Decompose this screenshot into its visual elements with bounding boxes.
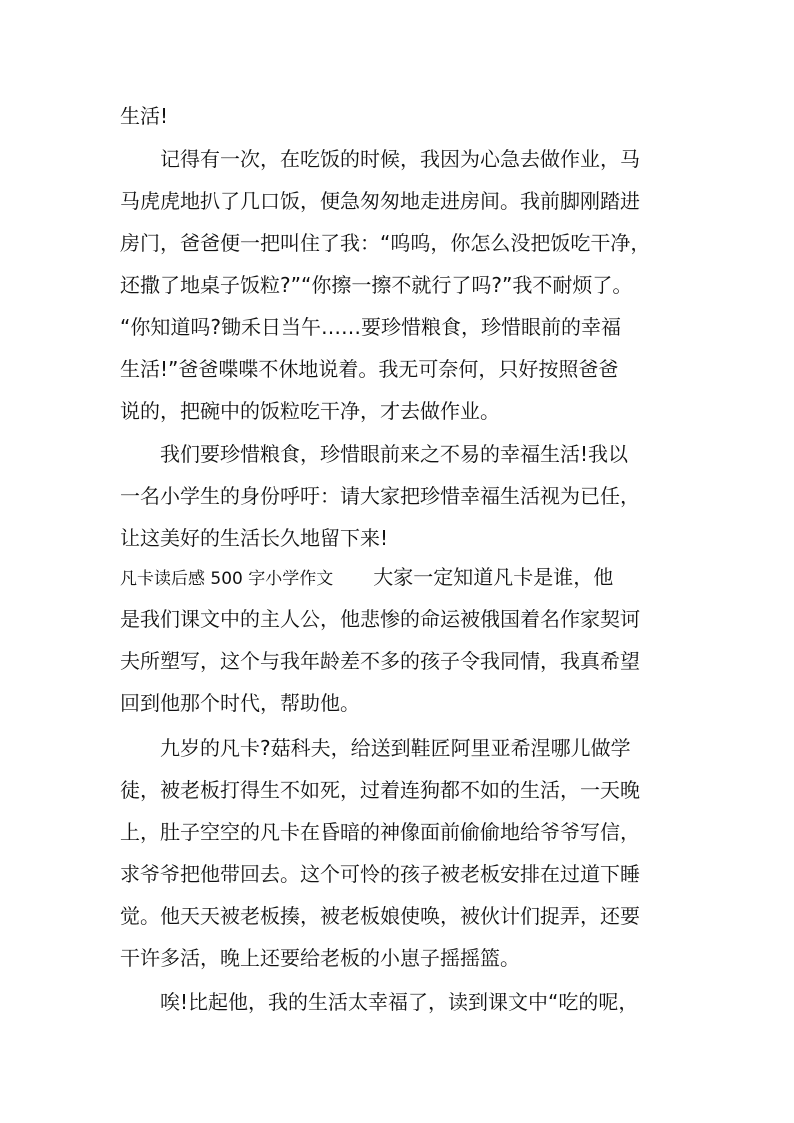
text-line: 说的，把碗中的饭粒吃干净，才去做作业。 (120, 399, 500, 423)
text-line: 还撒了地桌子饭粒?”“你擦一擦不就行了吗?”我不耐烦了。 (120, 273, 633, 297)
essay-title: 凡卡读后感 500 字小学作文 (120, 569, 334, 589)
text-line: 记得有一次，在吃饭的时候，我因为心急去做作业，马 (160, 147, 640, 171)
text-line: 上，肚子空空的凡卡在昏暗的神像面前偷偷地给爷爷写信， (120, 820, 640, 844)
text-line: “你知道吗?锄禾日当午……要珍惜粮食，珍惜眼前的幸福 (120, 315, 621, 339)
text-line: 夫所塑写，这个与我年龄差不多的孩子令我同情，我真希望 (120, 649, 640, 673)
text-line: 让这美好的生活长久地留下来! (120, 526, 389, 550)
text-line: 生活!”爸爸喋喋不休地说着。我无可奈何，只好按照爸爸 (120, 357, 619, 381)
text-line: 徒，被老板打得生不如死，过着连狗都不如的生活，一天晚 (120, 778, 640, 802)
text-line: 唉!比起他，我的生活太幸福了，读到课文中“吃的呢， (160, 990, 639, 1014)
text-line: 觉。他天天被老板揍，被老板娘使唤，被伙计们捉弄，还要 (120, 904, 640, 928)
text-line: 回到他那个时代，帮助他。 (120, 691, 360, 715)
text-line: 干许多活，晚上还要给老板的小崽子摇摇篮。 (120, 946, 520, 970)
text-segment: 大家一定知道凡卡是谁，他 (373, 565, 614, 589)
text-line: 房门，爸爸便一把叫住了我：“呜呜，你怎么没把饭吃干净， (120, 231, 651, 255)
text-line: 是我们课文中的主人公，他悲惨的命运被俄国着名作家契诃 (120, 607, 640, 631)
text-line: 九岁的凡卡?菇科夫，给送到鞋匠阿里亚希涅哪儿做学 (160, 736, 631, 760)
text-line: 一名小学生的身份呼吁：请大家把珍惜幸福生活视为已任， (120, 484, 640, 508)
essay-title-line (120, 559, 700, 595)
text-line: 生活! (120, 104, 169, 128)
text-line: 我们要珍惜粮食，珍惜眼前来之不易的幸福生活!我以 (160, 442, 629, 466)
text-line: 马虎虎地扒了几口饭，便急匆匆地走进房间。我前脚刚踏进 (120, 189, 640, 213)
text-line: 求爷爷把他带回去。这个可怜的孩子被老板安排在过道下睡 (120, 862, 640, 886)
